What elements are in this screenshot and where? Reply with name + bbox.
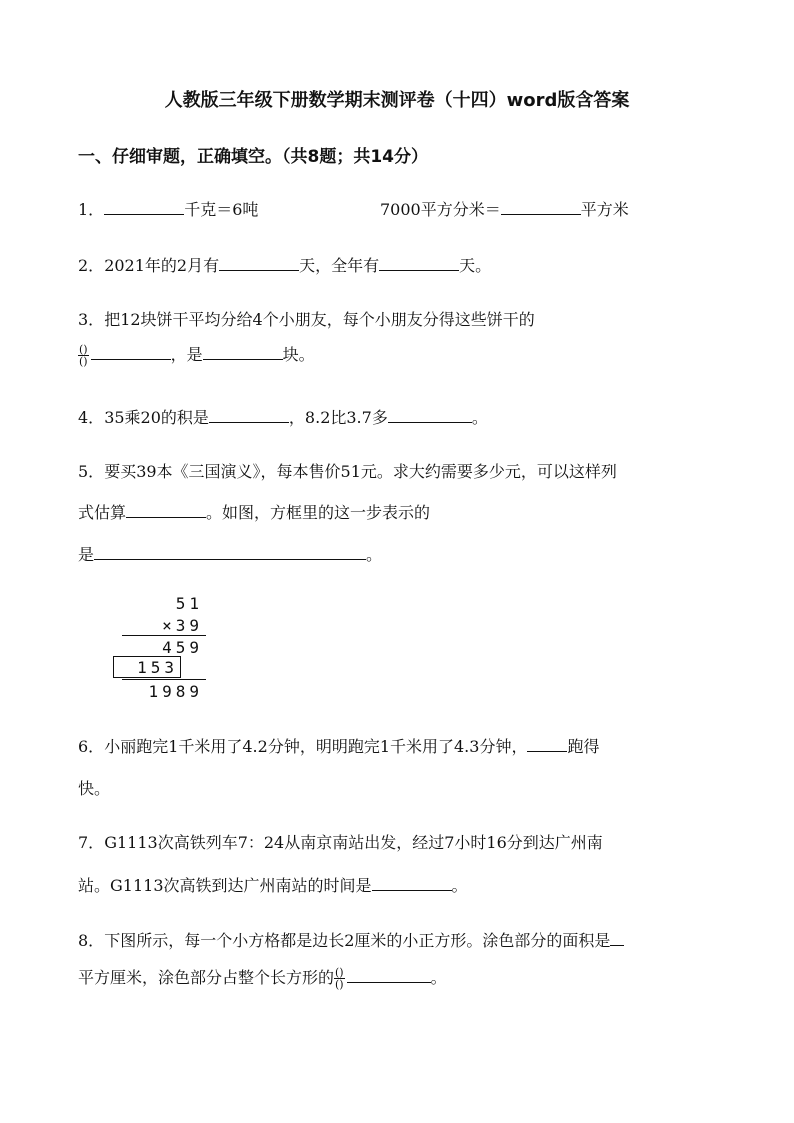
answer-blank[interactable] [104,200,184,215]
question-text: 。 [471,408,488,427]
question-text: 式估算 [78,503,127,522]
question-number: 5． [78,462,105,481]
question-number: 7． [78,833,105,852]
answer-blank[interactable] [527,737,567,752]
question-number: 3． [78,310,105,329]
question-6 [78,734,599,757]
question-6-line2: 快。 [78,779,111,798]
question-text: 。 [366,545,383,564]
question-8 [78,928,624,951]
calc-multiplicand: 51 [175,594,203,613]
question-1b [380,197,629,220]
answer-blank[interactable] [203,345,283,360]
question-text: 。 [430,968,447,987]
question-text: ，是 [170,345,203,364]
question-text: 是 [78,545,95,564]
question-text: 要买39本《三国演义》，每本售价51元。求大约需要多少元，可以这样列 [104,462,617,481]
question-text: 。如图，方框里的这一步表示的 [206,503,431,522]
question-1 [78,197,258,220]
question-7-line2 [78,873,468,896]
question-5-line3 [78,542,382,565]
fraction-blank[interactable]: $\frac{()}{()}$ [79,343,88,368]
question-number: 6． [78,737,105,756]
answer-blank[interactable] [610,931,624,946]
vertical-multiplication [108,592,208,702]
question-8-line2 [78,965,447,990]
answer-blank[interactable] [388,408,472,423]
question-5-line2 [78,500,430,523]
calc-partial-product-1: 459 [162,638,203,657]
question-text: 下图所示，每一个小方格都是边长2厘米的小正方形。涂色部分的面积是 [104,931,611,950]
question-text: 小丽跑完1千米用了4.2分钟，明明跑完1千米用了4.3分钟， [104,737,528,756]
section-heading: 一、仔细审题，正确填空。（共8题；共14分） [78,147,428,167]
question-text: 跑得 [567,737,600,756]
question-number: 8． [78,931,105,950]
answer-blank[interactable] [372,876,452,891]
calc-multiplier: ×39 [162,616,203,635]
question-text: 天。 [459,256,492,275]
answer-blank[interactable] [501,200,581,215]
calc-product: 1989 [148,682,203,701]
question-3-line2 [78,342,315,367]
question-text: 平方米 [580,200,629,219]
question-text: G1113次高铁列车7：24从南京南站出发，经过7小时16分到达广州南 [104,833,603,852]
answer-blank[interactable] [209,408,289,423]
question-text: 平方厘米，涂色部分占整个长方形的 [78,968,335,987]
question-4 [78,405,488,428]
answer-blank[interactable] [379,256,459,271]
question-number: 1． [78,200,105,219]
answer-blank[interactable] [347,968,431,983]
question-5 [78,459,617,482]
question-text: 天，全年有 [299,256,380,275]
calc-rule [122,679,206,680]
question-number: 4． [78,408,105,427]
question-text: 把12块饼干平均分给4个小朋友，每个小朋友分得这些饼干的 [104,310,535,329]
answer-blank[interactable] [94,545,366,560]
question-text: 块。 [282,345,315,364]
answer-blank[interactable] [126,503,206,518]
calc-rule [122,635,206,636]
question-text: ，8.2比3.7多 [288,408,388,427]
fraction-blank[interactable]: $\frac{()}{()}$ [335,966,344,991]
question-text: 站。G1113次高铁到达广州南站的时间是 [78,876,372,895]
answer-blank[interactable] [91,345,171,360]
question-text: 。 [451,876,468,895]
answer-blank[interactable] [219,256,299,271]
question-text: 千克＝6吨 [184,200,259,219]
calc-partial-product-2: 153 [137,658,178,677]
page-title: 人教版三年级下册数学期末测评卷（十四）word版含答案 [164,90,630,111]
question-7 [78,830,603,853]
question-number: 2． [78,256,105,275]
question-text: 35乘20的积是 [104,408,209,427]
question-2 [78,253,491,276]
question-text: 7000平方分米＝ [380,200,501,219]
question-text: 2021年的2月有 [104,256,220,275]
question-3 [78,307,535,330]
